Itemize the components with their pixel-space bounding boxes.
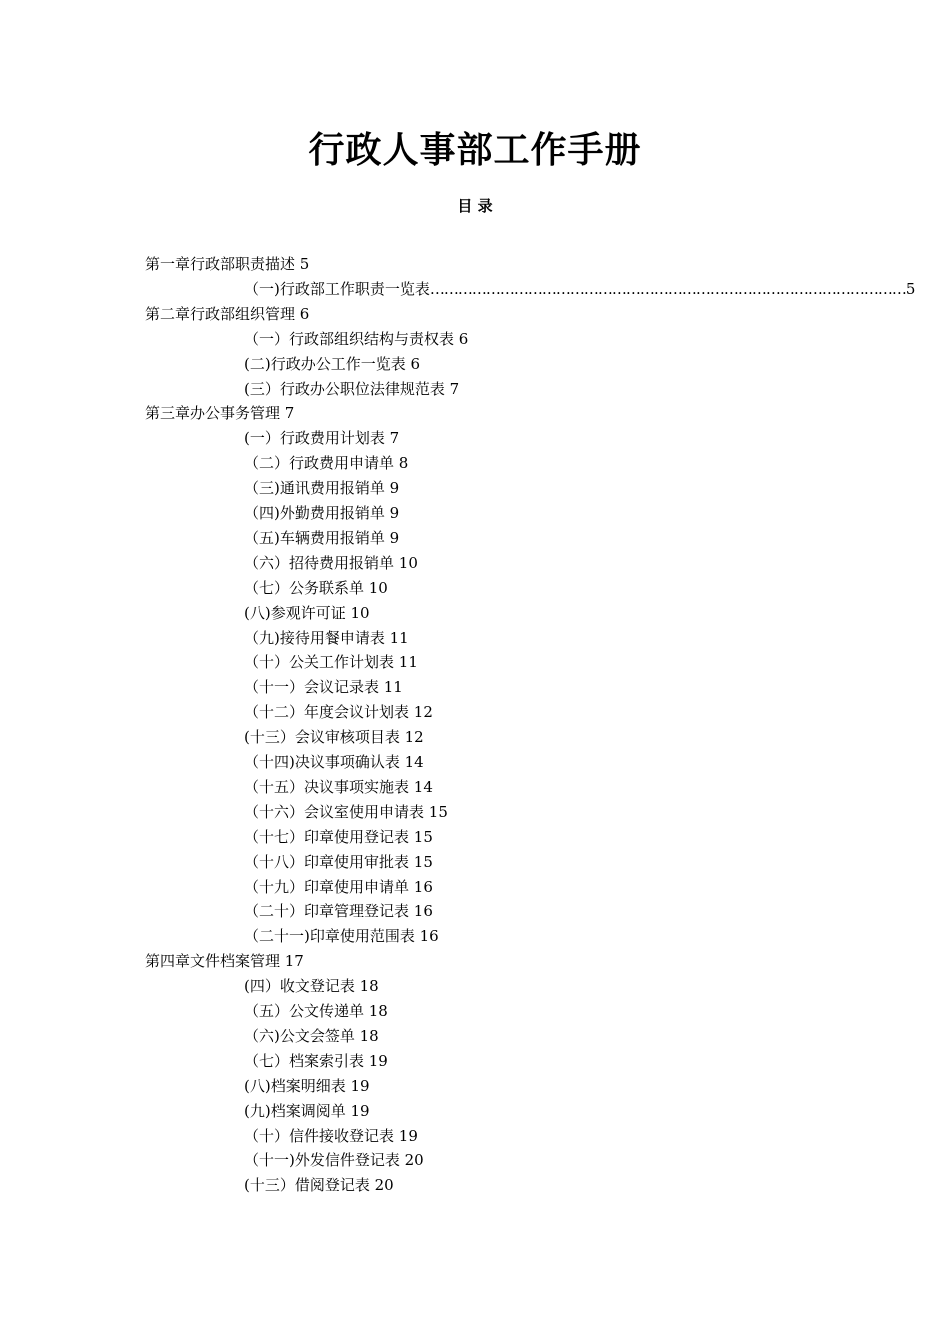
toc-chapter-entry: 第三章办公事务管理 7 <box>145 404 295 423</box>
toc-item-entry: （十八）印章使用审批表 15 <box>244 852 433 871</box>
toc-item-entry: （三)通讯费用报销单 9 <box>244 479 400 498</box>
toc-item-entry: （十九）印章使用申请单 16 <box>244 877 433 896</box>
toc-item-entry: （二）行政费用申请单 8 <box>244 454 409 473</box>
toc-item-entry: （十七）印章使用登记表 15 <box>244 827 433 846</box>
toc-item-entry: （五）公文传递单 18 <box>244 1002 388 1020</box>
toc-item-entry: （二十一)印章使用范围表 16 <box>244 927 439 946</box>
toc-item-entry: (四）收文登记表 18 <box>244 977 379 996</box>
toc-item-entry: （十四)决议事项确认表 14 <box>244 753 424 771</box>
toc-item-entry: （四)外勤费用报销单 9 <box>244 504 400 522</box>
toc-item-entry: (八)参观许可证 10 <box>244 603 370 622</box>
toc-item-entry: （十一）会议记录表 11 <box>244 678 403 697</box>
toc-item-entry: （九)接待用餐申请表 11 <box>244 628 409 647</box>
toc-page-number: 5 <box>905 279 916 298</box>
toc-item-entry: (八)档案明细表 19 <box>244 1076 370 1095</box>
toc-item-entry: （七）档案索引表 19 <box>244 1051 388 1070</box>
toc-item-entry: （十二）年度会议计划表 12 <box>244 703 433 722</box>
toc-item-entry: （一）行政部组织结构与责权表 6 <box>244 329 469 348</box>
toc-item-entry: (二)行政办公工作一览表 6 <box>244 354 421 373</box>
toc-entry-text: （一)行政部工作职责一览表 <box>244 279 430 298</box>
toc-heading: 目 录 <box>457 197 493 215</box>
toc-item-entry: （六)公文会签单 18 <box>244 1026 379 1045</box>
document-title: 行政人事部工作手册 <box>308 129 642 171</box>
toc-chapter-entry: 第二章行政部组织管理 6 <box>145 304 310 323</box>
toc-item-entry <box>244 277 916 302</box>
toc-item-entry: （十六）会议室使用申请表 15 <box>244 802 448 821</box>
toc-item-entry: （五)车辆费用报销单 9 <box>244 528 400 547</box>
toc-item-entry: （六）招待费用报销单 10 <box>244 553 418 572</box>
toc-chapter-entry: 第四章文件档案管理 17 <box>145 952 304 971</box>
toc-item-entry: （十）公关工作计划表 11 <box>244 653 418 672</box>
toc-item-entry: （十五）决议事项实施表 14 <box>244 777 433 796</box>
toc-item-entry: (三）行政办公职位法律规范表 7 <box>244 379 460 398</box>
toc-item-entry: (九)档案调阅单 19 <box>244 1101 370 1120</box>
toc-item-entry: (十三）借阅登记表 20 <box>244 1176 394 1195</box>
toc-dot-leader: ………………………………………………………………………………………… <box>429 279 906 298</box>
toc-item-entry: (十三）会议审核项目表 12 <box>244 728 424 747</box>
toc-item-entry: (一）行政费用计划表 7 <box>244 429 400 448</box>
toc-item-entry: （七）公务联系单 10 <box>244 578 388 597</box>
toc-item-entry: （十）信件接收登记表 19 <box>244 1126 418 1145</box>
toc-item-entry: （二十）印章管理登记表 16 <box>244 902 433 921</box>
toc-item-entry: （十一)外发信件登记表 20 <box>244 1151 424 1170</box>
toc-chapter-entry: 第一章行政部职责描述 5 <box>145 255 310 273</box>
